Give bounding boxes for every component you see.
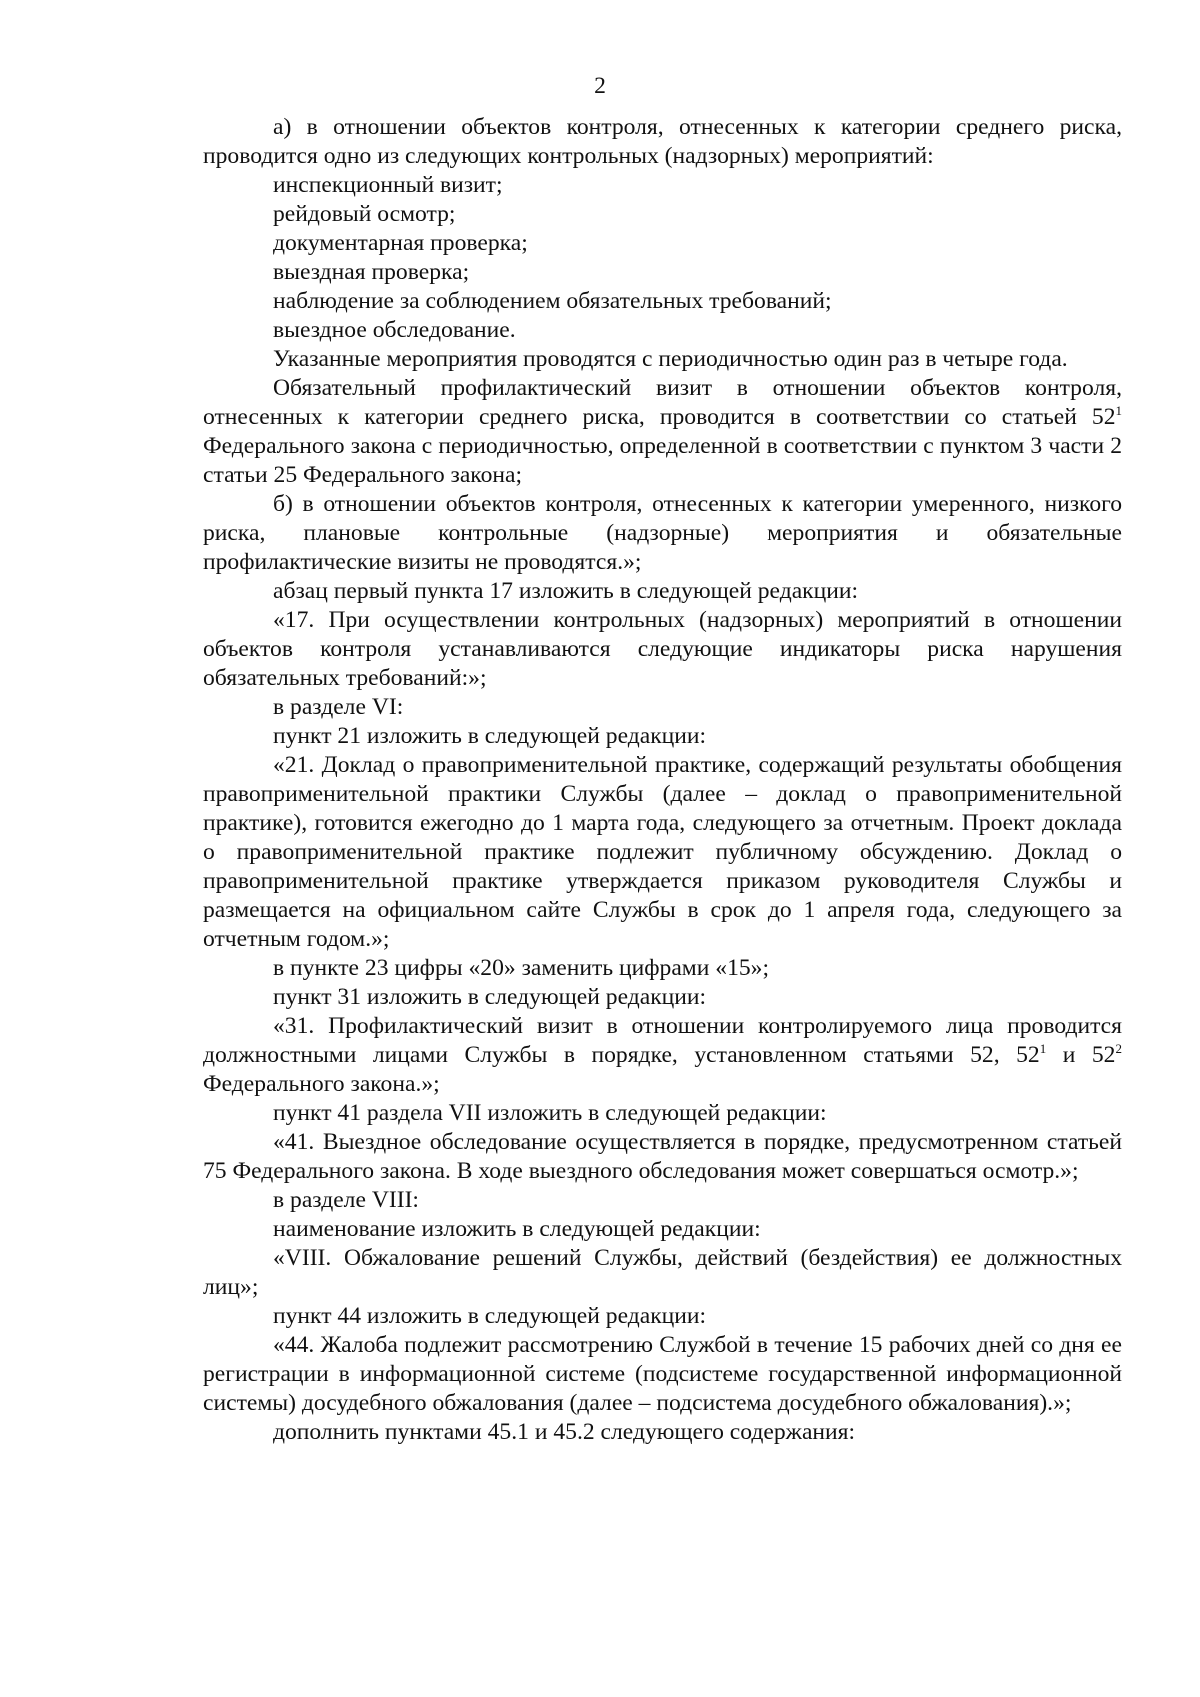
paragraph: пункт 41 раздела VII изложить в следующей редакции:: [273, 1100, 827, 1126]
paragraph: в разделе VI:: [273, 694, 404, 720]
page-number: 2: [594, 73, 606, 99]
paragraph: «41. Выездное обследование осуществляется в порядке, предусмотренном статьей 75 Федерального закона. В ходе выездного обследования может совершаться осмотр.»;: [203, 1129, 1122, 1184]
paragraph: Обязательный профилактический визит в отношении объектов контроля, отнесенных к категории среднего риска, проводится в соответствии со статьей $52^1$ Федерального закона с периодичностью, определенной в соответствии с пунктом 3 части 2 статьи 25 Федерального закона;: [203, 375, 1122, 488]
paragraph: Указанные мероприятия проводятся с периодичностью один раз в четыре года.: [273, 346, 1068, 372]
paragraph: наименование изложить в следующей редакции:: [273, 1216, 761, 1242]
paragraph: пункт 21 изложить в следующей редакции:: [273, 723, 707, 749]
paragraph: «21. Доклад о правоприменительной практике, содержащий результаты обобщения правоприменительной практики Службы (далее – доклад о правоприменительной практике), готовится ежегодно до 1 марта года, следующего за отчетным. Проект доклада о правоприменительной практике подлежит публичному обсуждению. Доклад о правоприменительной практике утверждается приказом руководителя Службы и размещается на официальном сайте Службы в срок до 1 апреля года, следующего за отчетным годом.»;: [203, 752, 1122, 952]
document-body: [203, 113, 1122, 1447]
paragraph: инспекционный визит;: [273, 172, 503, 198]
paragraph: пункт 44 изложить в следующей редакции:: [273, 1303, 707, 1329]
paragraph: выездное обследование.: [273, 317, 516, 343]
paragraph: пункт 31 изложить в следующей редакции:: [273, 984, 707, 1010]
paragraph: а) в отношении объектов контроля, отнесенных к категории среднего риска, проводится одно из следующих контрольных (надзорных) мероприятий:: [203, 114, 1122, 169]
paragraph: выездная проверка;: [273, 259, 470, 285]
paragraph: «31. Профилактический визит в отношении контролируемого лица проводится должностными лицами Службы в порядке, установленном статьями 52, $52^1$ и $52^2$ Федерального закона.»;: [203, 1013, 1122, 1097]
paragraph: абзац первый пункта 17 изложить в следующей редакции:: [273, 578, 859, 604]
paragraph: «17. При осуществлении контрольных (надзорных) мероприятий в отношении объектов контроля устанавливаются следующие индикаторы риска нарушения обязательных требований:»;: [203, 607, 1122, 691]
paragraph: «44. Жалоба подлежит рассмотрению Службой в течение 15 рабочих дней со дня ее регистрации в информационной системе (подсистеме государственной информационной системы) досудебного обжалования (далее – подсистема досудебного обжалования).»;: [203, 1332, 1122, 1416]
paragraph: в пункте 23 цифры «20» заменить цифрами «15»;: [273, 955, 770, 981]
paragraph: документарная проверка;: [273, 230, 528, 256]
paragraph: в разделе VIII:: [273, 1187, 419, 1213]
paragraph: рейдовый осмотр;: [273, 201, 456, 227]
paragraph: б) в отношении объектов контроля, отнесенных к категории умеренного, низкого риска, плановые контрольные (надзорные) мероприятия и обязательные профилактические визиты не проводятся.»;: [203, 491, 1122, 575]
paragraph: дополнить пунктами 45.1 и 45.2 следующего содержания:: [273, 1419, 856, 1445]
paragraph: «VIII. Обжалование решений Службы, действий (бездействия) ее должностных лиц»;: [203, 1245, 1122, 1300]
paragraph: наблюдение за соблюдением обязательных требований;: [273, 288, 832, 314]
